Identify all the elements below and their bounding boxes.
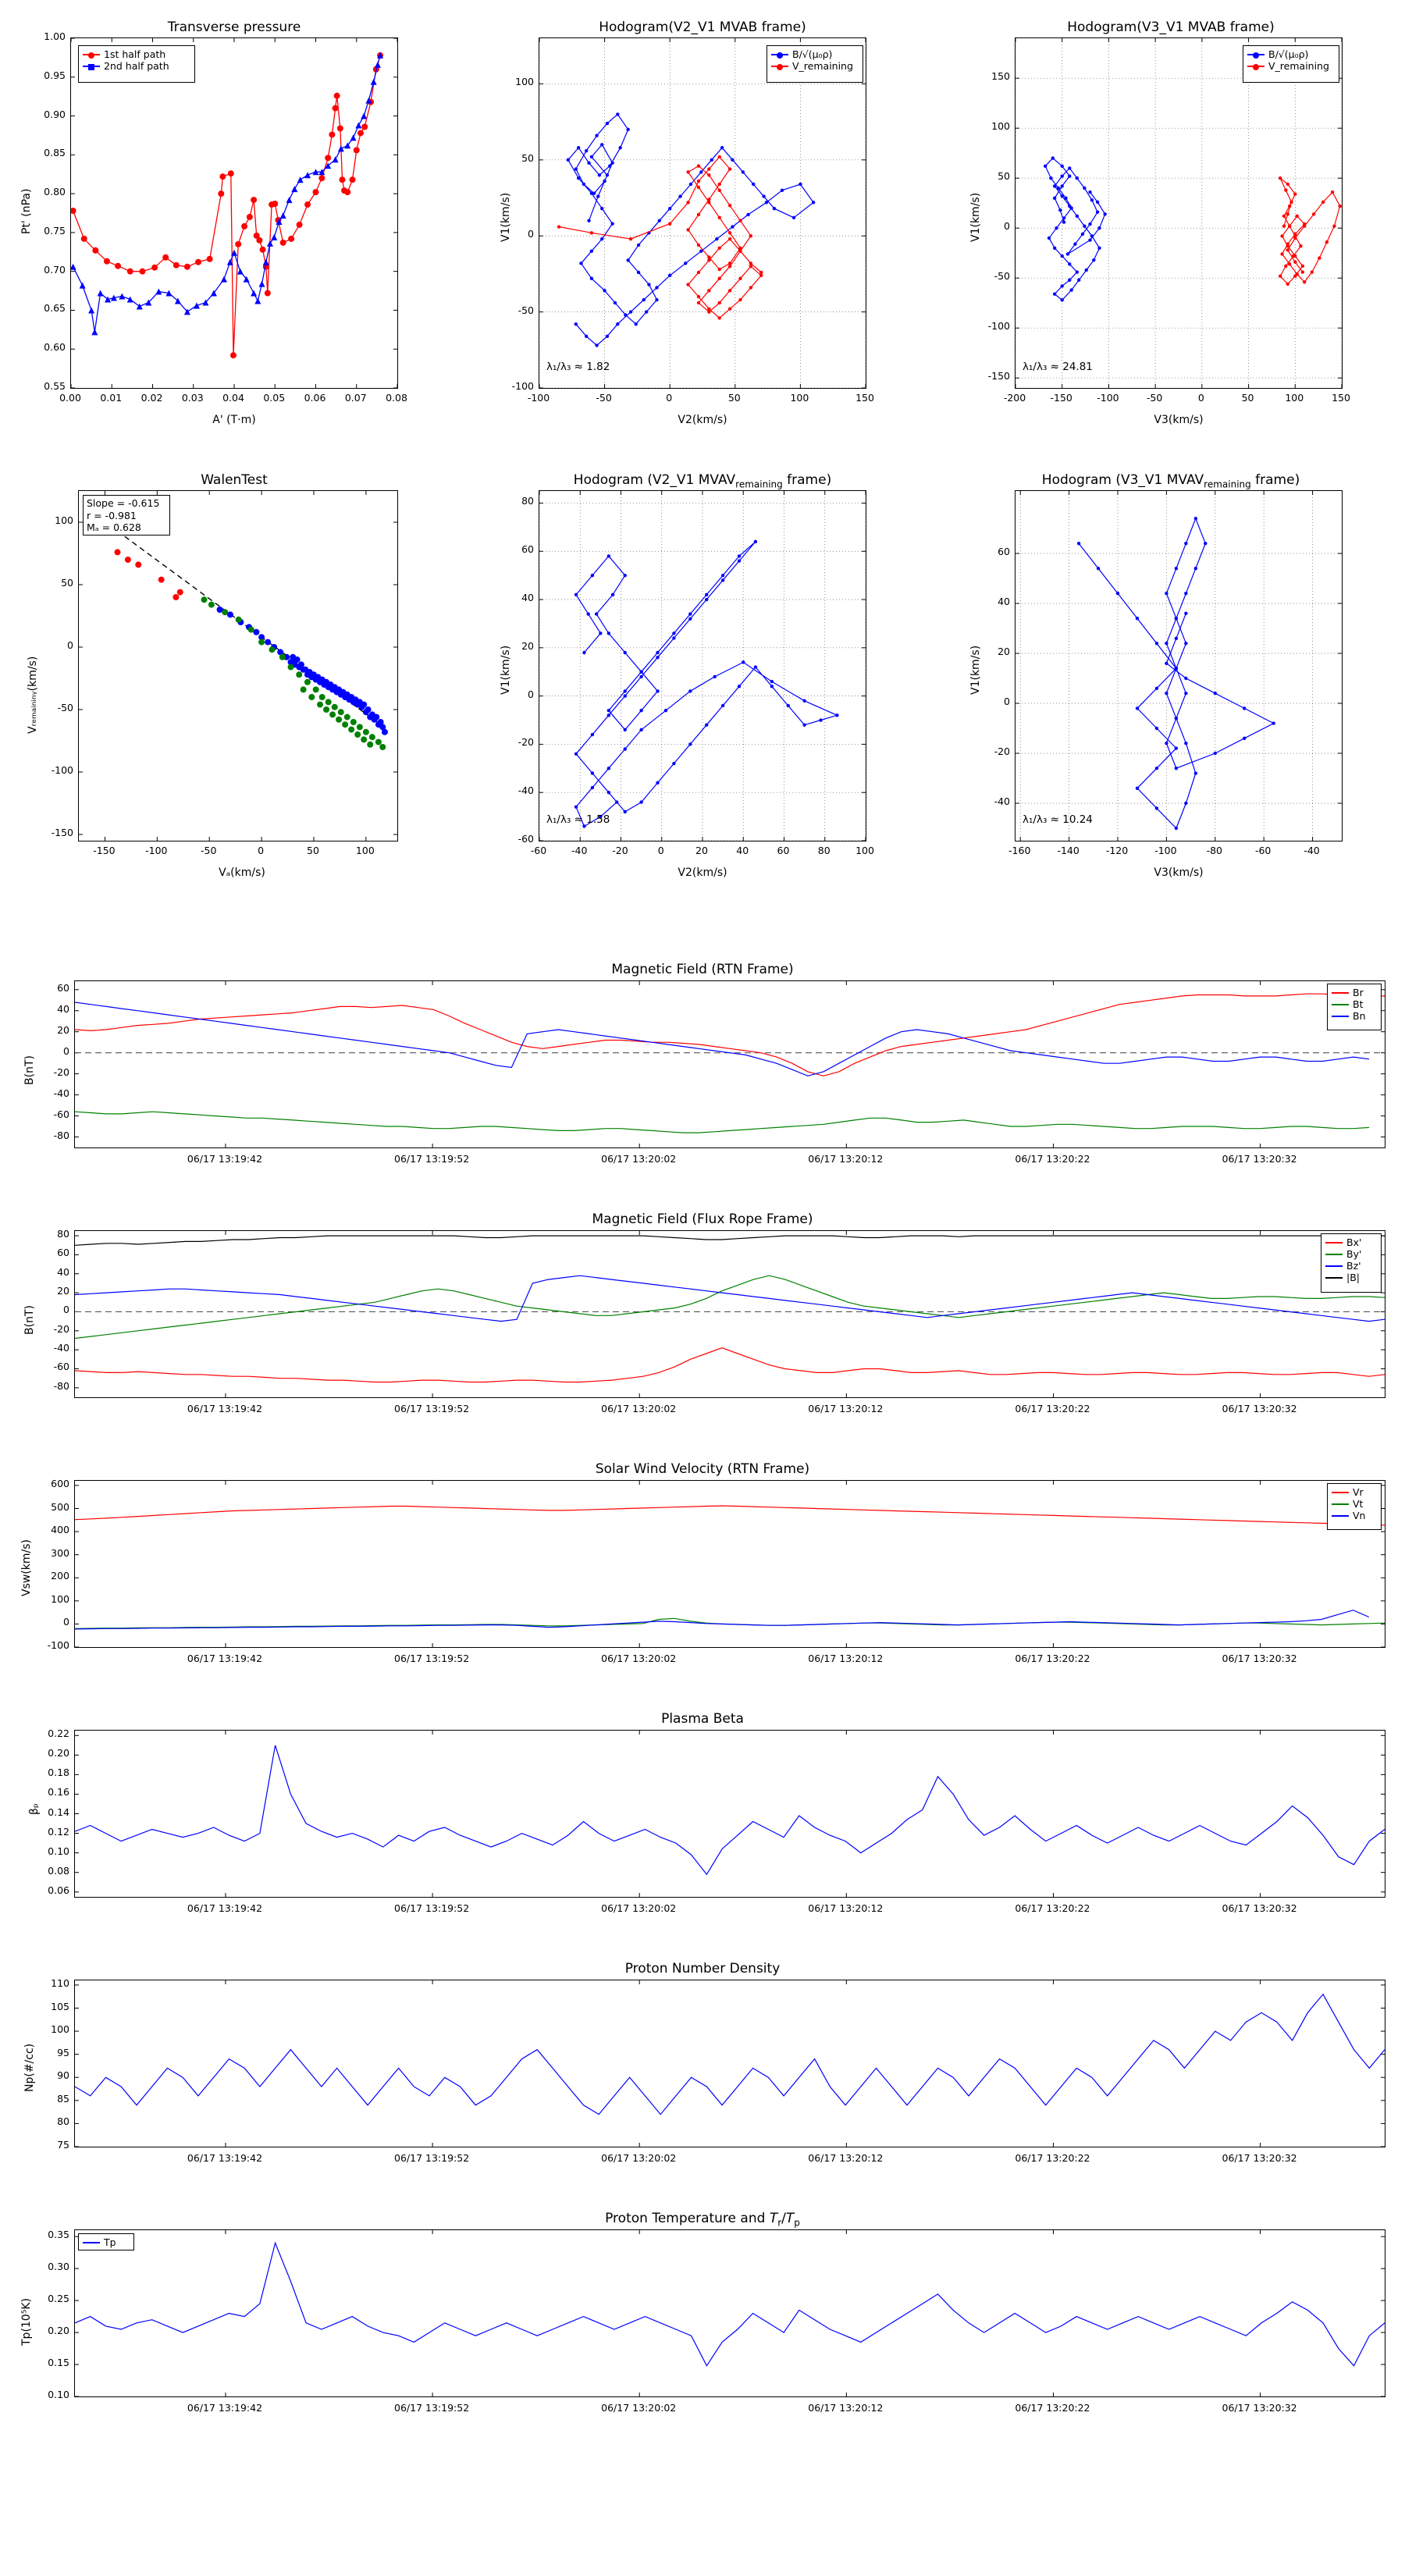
y-tick-label: 0.06 [48, 1884, 69, 1896]
x-tick-label: 0 [1197, 392, 1204, 404]
x-tick-label: 06/17 13:20:02 [601, 2152, 677, 2164]
y-tick-label: 0 [63, 1616, 69, 1628]
y-tick-label: 100 [55, 514, 73, 526]
x-tick-label: 06/17 13:20:12 [808, 2402, 884, 2414]
eigenvalue-ratio-annotation: λ₁/λ₃ ≈ 1.58 [546, 813, 610, 826]
y-tick-label: 200 [51, 1570, 69, 1582]
y-tick-label: 85 [57, 2092, 69, 2105]
x-tick-label: -80 [1206, 845, 1222, 856]
y-tick-label: 0.80 [44, 186, 66, 198]
x-tick-label: 50 [307, 845, 319, 856]
x-tick-label: 06/17 13:20:22 [1015, 1403, 1090, 1414]
x-tick-label: 0.01 [100, 392, 123, 404]
x-tick-label: 06/17 13:20:12 [808, 1902, 884, 1914]
y-tick-label: 40 [57, 1265, 69, 1278]
chart-title: Hodogram(V3_V1 MVAB frame) [1067, 20, 1275, 35]
x-axis-label: V2(km/s) [678, 414, 727, 426]
legend-label: Bz' [1346, 1260, 1361, 1272]
x-tick-label: 100 [355, 845, 375, 856]
legend-transverse-pressure [78, 45, 195, 83]
y-tick-label: 0 [67, 639, 73, 651]
x-tick-label: 0.02 [140, 392, 163, 404]
y-tick-label: 0.35 [48, 2229, 69, 2241]
y-tick-label: 0.22 [48, 1727, 69, 1740]
x-tick-label: 06/17 13:20:12 [808, 1403, 884, 1414]
y-axis-label: βₚ [28, 1803, 41, 1815]
panel-magnetic-field-fluxrope [0, 1202, 1405, 1444]
x-tick-label: 06/17 13:19:52 [394, 2402, 470, 2414]
y-tick-label: -20 [518, 736, 534, 749]
y-axis-label: B(nT) [23, 1305, 36, 1335]
x-tick-label: 06/17 13:20:02 [601, 1153, 677, 1165]
y-tick-label: 0 [63, 1304, 69, 1316]
plot-area-hodogram-v3v1-mvab [1015, 37, 1343, 389]
legend-label: V_remaining [792, 60, 853, 72]
x-tick-label: 06/17 13:19:42 [187, 1403, 263, 1414]
y-tick-label: 0.55 [44, 380, 66, 392]
y-tick-label: -20 [53, 1066, 69, 1078]
y-tick-label: 0 [528, 228, 534, 240]
y-tick-label: 75 [57, 2139, 69, 2151]
legend-magnetic-field-fluxrope [1321, 1233, 1382, 1293]
y-axis-label: V1(km/s) [969, 645, 982, 695]
x-tick-label: 50 [727, 392, 741, 404]
legend-magnetic-field-rtn [1327, 984, 1382, 1030]
y-tick-label: -60 [53, 1361, 69, 1373]
legend-label: Bn [1353, 1010, 1366, 1022]
x-tick-label: 100 [1285, 392, 1304, 404]
y-tick-label: 0.18 [48, 1767, 69, 1779]
x-axis-label: A' (T·m) [212, 414, 256, 426]
y-tick-label: 0 [1004, 220, 1010, 233]
legend-label: B/√(μ₀ρ) [792, 48, 833, 60]
x-tick-label: -50 [200, 845, 217, 856]
x-tick-label: 06/17 13:20:12 [808, 2152, 884, 2164]
legend-label: Br [1353, 987, 1364, 998]
slope-value: Slope = -0.615 [87, 497, 160, 509]
y-tick-label: 20 [57, 1285, 69, 1297]
y-tick-label: 50 [61, 577, 73, 589]
eigenvalue-ratio-annotation: λ₁/λ₃ ≈ 24.81 [1023, 361, 1093, 373]
x-tick-label: 0.07 [344, 392, 367, 404]
y-tick-label: 100 [515, 76, 534, 88]
legend-label: By' [1346, 1248, 1362, 1260]
y-tick-label: 0.20 [48, 2325, 69, 2337]
x-tick-label: -20 [612, 845, 628, 856]
x-tick-label: 06/17 13:20:22 [1015, 2152, 1090, 2164]
x-tick-label: 06/17 13:19:42 [187, 1653, 263, 1664]
x-tick-label: 60 [777, 845, 790, 856]
x-tick-label: -40 [1304, 845, 1320, 856]
x-tick-label: -150 [1050, 392, 1072, 404]
y-tick-label: -20 [53, 1322, 69, 1335]
x-tick-label: 0.05 [263, 392, 286, 404]
plot-area-proton-density [74, 1980, 1385, 2147]
x-tick-label: 100 [790, 392, 809, 404]
y-tick-label: 20 [57, 1023, 69, 1036]
y-tick-label: -50 [518, 304, 534, 316]
y-tick-label: 0.16 [48, 1786, 69, 1799]
x-axis-label: V3(km/s) [1154, 866, 1204, 879]
x-tick-label: -100 [1097, 392, 1119, 404]
y-tick-label: -40 [518, 785, 534, 797]
x-tick-label: 06/17 13:19:52 [394, 1403, 470, 1414]
x-tick-label: 06/17 13:20:02 [601, 1653, 677, 1664]
legend-label: B/√(μ₀ρ) [1268, 48, 1309, 60]
x-tick-label: -60 [1254, 845, 1272, 856]
chart-title: Transverse pressure [167, 20, 301, 35]
y-tick-label: 0.90 [44, 108, 66, 120]
y-tick-label: 150 [991, 70, 1010, 83]
y-tick-label: 50 [521, 151, 534, 164]
plot-area-plasma-beta [74, 1730, 1385, 1898]
y-tick-label: 0 [63, 1044, 69, 1057]
y-tick-label: 50 [998, 170, 1010, 183]
x-tick-label: 06/17 13:19:52 [394, 1153, 470, 1165]
chart-title: Proton Temperature and $T_r/T_p$ [605, 2211, 800, 2229]
y-tick-label: 110 [51, 1976, 69, 1989]
x-axis-label: V2(km/s) [678, 866, 727, 879]
y-tick-label: 0.12 [48, 1825, 69, 1838]
y-tick-label: -80 [53, 1379, 69, 1392]
x-tick-label: 50 [1241, 392, 1254, 404]
y-tick-label: -100 [51, 764, 73, 776]
x-tick-label: -120 [1105, 845, 1129, 856]
legend-proton-temperature [78, 2233, 134, 2250]
y-axis-label: V1(km/s) [969, 192, 982, 242]
y-tick-label: 0 [528, 688, 534, 700]
y-tick-label: 0.95 [44, 69, 66, 81]
y-tick-label: 300 [51, 1546, 69, 1559]
y-tick-label: 100 [51, 2023, 69, 2036]
y-tick-label: -60 [518, 833, 534, 845]
y-axis-label: V1(km/s) [500, 645, 512, 695]
correlation-value: r = -0.981 [87, 509, 137, 521]
y-tick-label: 100 [51, 1592, 69, 1605]
x-tick-label: -140 [1057, 845, 1080, 856]
legend-label: V_remaining [1268, 60, 1329, 72]
y-tick-label: 0.70 [44, 263, 66, 276]
chart-title: Solar Wind Velocity (RTN Frame) [595, 1461, 810, 1477]
panel-hodogram-v3v1-mvav [937, 453, 1405, 890]
y-tick-label: 95 [57, 2046, 69, 2058]
eigenvalue-ratio-annotation: λ₁/λ₃ ≈ 10.24 [1023, 813, 1093, 826]
y-tick-label: 600 [51, 1477, 69, 1489]
x-tick-label: 06/17 13:20:22 [1015, 1902, 1090, 1914]
panel-hodogram-v3v1-mvab [937, 0, 1405, 437]
y-tick-label: 80 [521, 495, 534, 507]
y-tick-label: 1.00 [44, 30, 66, 42]
y-tick-label: -40 [53, 1342, 69, 1354]
x-tick-label: 0 [666, 392, 673, 404]
x-tick-label: 06/17 13:19:42 [187, 2402, 263, 2414]
x-tick-label: 0.06 [304, 392, 326, 404]
legend-hodogram-v2v1-mvab [767, 45, 863, 83]
y-tick-label: 0.15 [48, 2357, 69, 2369]
x-axis-label: V3(km/s) [1154, 414, 1204, 426]
x-tick-label: 150 [1332, 392, 1350, 404]
panel-plasma-beta [0, 1702, 1405, 1944]
y-tick-label: 40 [998, 596, 1010, 607]
x-tick-label: 06/17 13:20:22 [1015, 1653, 1090, 1664]
y-axis-label: Vsw(km/s) [20, 1539, 33, 1596]
x-tick-label: 06/17 13:19:52 [394, 2152, 470, 2164]
x-tick-label: -60 [530, 845, 547, 856]
x-tick-label: 06/17 13:20:32 [1222, 2152, 1297, 2164]
x-tick-label: 06/17 13:19:52 [394, 1653, 470, 1664]
y-tick-label: 60 [57, 981, 69, 994]
y-tick-label: -100 [511, 380, 534, 392]
y-axis-label: V1(km/s) [500, 192, 512, 242]
x-tick-label: 100 [855, 845, 874, 856]
x-tick-label: -100 [1154, 845, 1177, 856]
y-tick-label: 0.10 [48, 2389, 69, 2400]
y-tick-label: 60 [521, 543, 534, 556]
x-tick-label: 06/17 13:20:32 [1222, 1902, 1297, 1914]
plot-area-walen-test [78, 490, 398, 841]
y-tick-label: -100 [987, 320, 1010, 333]
x-tick-label: -40 [571, 845, 588, 856]
x-tick-label: 06/17 13:20:32 [1222, 1653, 1297, 1664]
plot-area-hodogram-v2v1-mvab [539, 37, 866, 389]
x-tick-label: 150 [855, 392, 874, 404]
x-tick-label: -200 [1003, 392, 1026, 404]
y-tick-label: 40 [521, 592, 534, 604]
legend-hodogram-v3v1-mvab [1243, 45, 1339, 83]
plot-area-solar-wind-velocity [74, 1480, 1385, 1648]
x-tick-label: 80 [817, 845, 831, 856]
y-tick-label: 20 [521, 639, 534, 652]
y-tick-label: 80 [57, 1228, 69, 1240]
chart-title: Hodogram (V2_V1 $MVAV_{remaining}$ frame) [573, 472, 832, 490]
legend-label: 1st half path [104, 48, 166, 60]
x-tick-label: -160 [1008, 845, 1031, 856]
plot-area-hodogram-v2v1-mvav [539, 490, 866, 841]
chart-title: Hodogram(V2_V1 MVAB frame) [599, 20, 806, 35]
y-axis-label: Tp(10⁵K) [20, 2298, 33, 2346]
panel-magnetic-field-rtn [0, 952, 1405, 1194]
walen-fit-parameters [83, 495, 170, 535]
x-tick-label: 06/17 13:19:42 [187, 1902, 263, 1914]
y-tick-label: -20 [994, 745, 1010, 757]
y-tick-label: 0.08 [48, 1864, 69, 1877]
y-tick-label: 40 [57, 1002, 69, 1015]
y-tick-label: -150 [987, 370, 1010, 382]
chart-title: WalenTest [201, 472, 268, 488]
panel-proton-temperature [0, 2201, 1405, 2451]
x-tick-label: 06/17 13:19:52 [394, 1902, 470, 1914]
x-axis-label: Vₐ(km/s) [219, 866, 265, 879]
y-tick-label: 0.14 [48, 1806, 69, 1818]
x-tick-label: 20 [695, 845, 708, 856]
y-tick-label: 60 [998, 546, 1010, 557]
x-tick-label: 40 [736, 845, 749, 856]
chart-title: Hodogram (V3_V1 $MVAV_{remaining}$ frame) [1041, 472, 1300, 490]
x-tick-label: 06/17 13:20:02 [601, 1902, 677, 1914]
panel-hodogram-v2v1-mvab [468, 0, 937, 437]
panel-hodogram-v2v1-mvav [468, 453, 937, 890]
x-tick-label: 06/17 13:20:22 [1015, 2402, 1090, 2414]
y-tick-label: 100 [991, 120, 1010, 133]
y-tick-label: -150 [51, 827, 73, 838]
legend-label: Vn [1353, 1510, 1366, 1521]
legend-label: Tp [104, 2236, 116, 2248]
legend-label: 2nd half path [104, 60, 169, 72]
y-tick-label: -40 [994, 795, 1010, 807]
chart-title: Plasma Beta [661, 1711, 744, 1727]
x-tick-label: 06/17 13:20:02 [601, 1403, 677, 1414]
eigenvalue-ratio-annotation: λ₁/λ₃ ≈ 1.82 [546, 361, 610, 373]
y-tick-label: 80 [57, 2115, 69, 2128]
y-tick-label: 0.10 [48, 1845, 69, 1857]
plot-area-hodogram-v3v1-mvav [1015, 490, 1343, 841]
x-tick-label: 06/17 13:20:32 [1222, 1403, 1297, 1414]
panel-solar-wind-velocity [0, 1452, 1405, 1694]
x-tick-label: 0 [258, 845, 265, 856]
legend-label: Vr [1353, 1486, 1364, 1498]
y-tick-label: 0 [1004, 696, 1010, 707]
alfven-mach-value: Mₐ = 0.628 [87, 521, 141, 534]
y-tick-label: 0.25 [48, 2293, 69, 2305]
legend-solar-wind-velocity [1327, 1483, 1382, 1530]
y-tick-label: 0.75 [44, 224, 66, 237]
chart-title: Magnetic Field (RTN Frame) [611, 962, 794, 977]
x-tick-label: 0.00 [59, 392, 81, 404]
x-tick-label: 0.08 [386, 392, 407, 404]
legend-label: Bx' [1346, 1236, 1362, 1248]
x-tick-label: 06/17 13:20:12 [808, 1153, 884, 1165]
y-axis-label: Np(#/cc) [23, 2043, 36, 2092]
y-tick-label: -60 [53, 1108, 69, 1120]
panel-transverse-pressure [0, 0, 468, 437]
y-tick-label: 400 [51, 1524, 69, 1536]
y-tick-label: 20 [998, 646, 1010, 657]
plot-area-magnetic-field-rtn [74, 980, 1385, 1148]
y-tick-label: 0.65 [44, 302, 66, 315]
x-tick-label: -50 [596, 392, 612, 404]
y-axis-label: Pt' (nPa) [20, 188, 33, 234]
panel-proton-density [0, 1952, 1405, 2194]
x-tick-label: -100 [145, 845, 168, 856]
y-axis-label: B(nT) [23, 1055, 36, 1085]
chart-title: Proton Number Density [624, 1961, 781, 1976]
x-tick-label: 06/17 13:20:32 [1222, 1153, 1297, 1165]
y-tick-label: -80 [53, 1129, 69, 1141]
legend-label: Vt [1353, 1498, 1364, 1510]
x-tick-label: 06/17 13:20:32 [1222, 2402, 1297, 2414]
x-tick-label: -100 [527, 392, 550, 404]
y-tick-label: 0.60 [44, 341, 66, 354]
x-tick-label: 0.03 [181, 392, 204, 404]
x-tick-label: 06/17 13:20:02 [601, 2402, 677, 2414]
chart-title: Magnetic Field (Flux Rope Frame) [592, 1212, 813, 1227]
plot-area-transverse-pressure [70, 37, 398, 389]
x-tick-label: 0.04 [222, 392, 244, 404]
x-tick-label: 06/17 13:19:42 [187, 2152, 263, 2164]
panel-walen-test [0, 453, 468, 890]
y-tick-label: 60 [57, 1247, 69, 1259]
y-tick-label: 90 [57, 2069, 69, 2082]
plot-area-magnetic-field-fluxrope [74, 1230, 1385, 1398]
y-tick-label: -40 [53, 1087, 69, 1099]
y-tick-label: 0.85 [44, 147, 66, 159]
y-tick-label: 0.30 [48, 2261, 69, 2273]
y-tick-label: 105 [51, 2000, 69, 2012]
y-tick-label: -50 [57, 702, 73, 713]
y-tick-label: -50 [994, 270, 1010, 283]
y-tick-label: -100 [47, 1639, 69, 1651]
y-tick-label: 0.20 [48, 1747, 69, 1759]
legend-label: |B| [1346, 1272, 1360, 1283]
x-tick-label: 06/17 13:20:12 [808, 1653, 884, 1664]
y-tick-label: 500 [51, 1500, 69, 1513]
legend-label: Bt [1353, 998, 1364, 1010]
x-tick-label: -150 [93, 845, 116, 856]
x-tick-label: 0 [657, 845, 664, 856]
plot-area-proton-temperature [74, 2229, 1385, 2397]
x-tick-label: 06/17 13:19:42 [187, 1153, 263, 1165]
y-axis-label: Vᵣₑₘₐᵢₙᵢₙᵧ(km/s) [27, 656, 39, 734]
x-tick-label: -50 [1146, 392, 1163, 404]
x-tick-label: 06/17 13:20:22 [1015, 1153, 1090, 1165]
